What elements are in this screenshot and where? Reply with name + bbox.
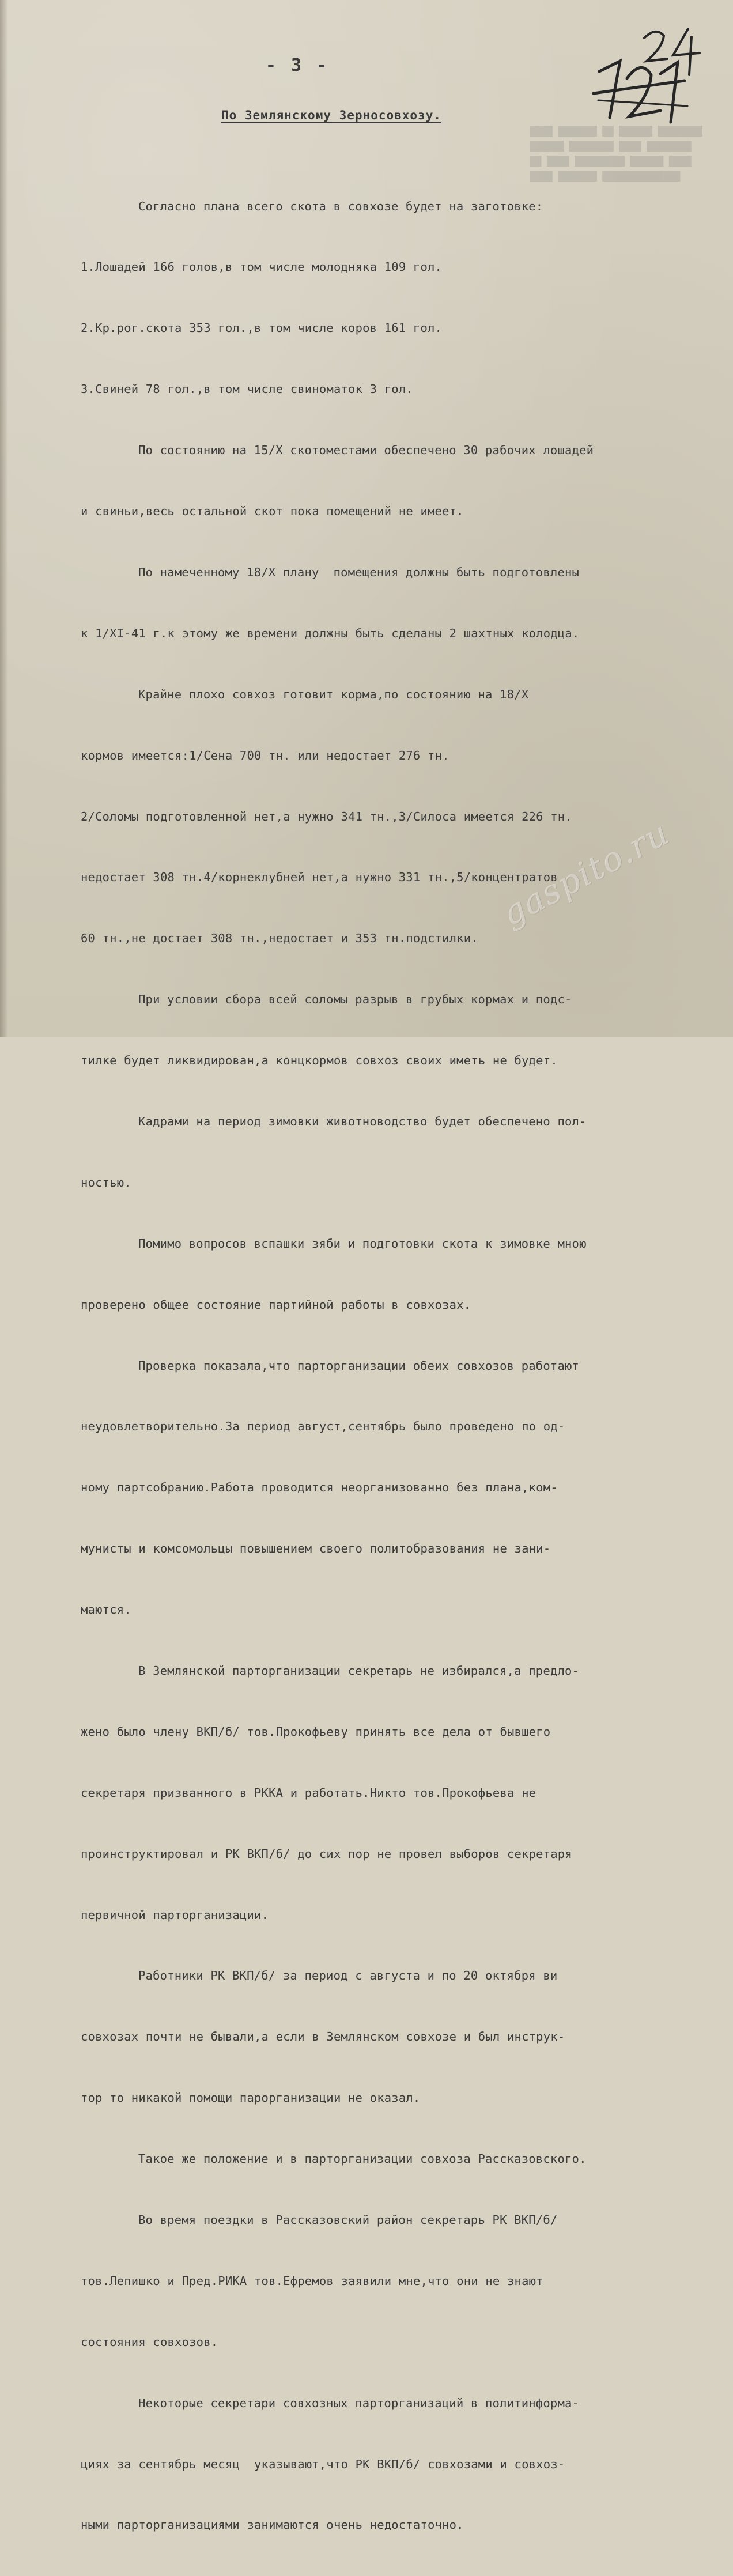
body-line: 2/Соломы подготовленной нет,а нужно 341 тн.,3/Силоса имеется 226 тн. [81, 809, 572, 824]
handwritten-folio-mark [587, 25, 713, 135]
body-line: ными парторганизациями занимаются очень недостаточно. [81, 2518, 464, 2532]
body-line: 1.Лошадей 166 голов,в том числе молодняка 109 гол. [81, 260, 443, 274]
body-line: мунисты и комсомольцы повышением своего политобразования не зани- [81, 1542, 551, 1556]
body-line: кормов имеется:1/Сена 700 тн. или недостает 276 тн. [81, 748, 449, 762]
archive-watermark: gaspito.ru [496, 813, 676, 934]
body-line: При условии сбора всей соломы разрыв в грубых кормах и подс- [138, 992, 572, 1007]
body-line: Кадрами на период зимовки животноводство будет обеспечено пол- [138, 1114, 587, 1128]
body-line: тов.Лепишко и Пред.РИКА тов.Ефремов заявили мне,что они не знают [81, 2273, 543, 2288]
body-line: первичной парторганизации. [81, 1908, 269, 1922]
body-line: Работники РК ВКП/б/ за период с августа и по 20 октября ви [138, 1969, 558, 1983]
page-number: - 3 - [265, 55, 330, 75]
body-line: Такое же положение и в парторганизации совхоза Рассказовского. [138, 2152, 587, 2166]
body-line: ностью. [81, 1175, 131, 1189]
body-line: проинструктировал и РК ВКП/б/ до сих пор не провел выборов секретаря [81, 1846, 572, 1861]
body-line: и свиньи,весь остальной скот пока помещений не имеет. [81, 504, 464, 519]
body-line: циях за сентябрь месяц указывают,что РК ВКП/б/ совхозами и совхоз- [81, 2457, 565, 2471]
archive-folio-number [587, 25, 713, 135]
body-line: неудовлетворительно.За период август,сентябрь было проведено по од- [81, 1419, 565, 1434]
body-line: тор то никакой помощи парорганизации не оказал. [81, 2091, 421, 2105]
document-title: По Землянскому Зерносовхозу. [221, 108, 441, 122]
bleed-through-text: ████ ███████ ██ ██████ ████████ ██████ ████████ ████ ████████ ██ ████ █████████ ██████ ████ ████ ███████ ██████████████ [530, 126, 702, 182]
body-line: Некоторые секретари совхозных парторганизаций в политинформа- [138, 2396, 580, 2410]
body-line: 2.Кр.рог.скота 353 гол.,в том числе коров 161 гол. [81, 321, 443, 335]
body-line: По намеченному 18/X плану помещения должны быть подготовлены [138, 565, 580, 579]
body-line: Проверка показала,что парторганизации обеих совхозов работают [138, 1358, 580, 1373]
body-line: совхозах почти не бывали,а если в Землянском совхозе и был инструк- [81, 2030, 565, 2044]
body-line: к 1/XI-41 г.к этому же времени должны быть сделаны 2 шахтных колодца. [81, 626, 580, 640]
body-line: 3.Свиней 78 гол.,в том числе свиноматок 3 гол. [81, 382, 413, 396]
body-line: Согласно плана всего скота в совхозе будет на заготовке: [138, 199, 543, 213]
body-line: тилке будет ликвидирован,а концкормов совхоз своих иметь не будет. [81, 1053, 558, 1068]
document-body [81, 156, 715, 2576]
page-edge-shadow [0, 0, 8, 1037]
body-line: секретаря призванного в РККА и работать.Никто тов.Прокофьева не [81, 1785, 536, 1800]
body-line: состояния совхозов. [81, 2335, 218, 2349]
body-line: недостает 308 тн.4/корнеклубней нет,а нужно 331 тн.,5/концентратов [81, 870, 558, 885]
body-line: проверено общее состояние партийной работы в совхозах. [81, 1297, 471, 1312]
body-line: жено было члену ВКП/б/ тов.Прокофьеву принять все дела от бывшего [81, 1724, 551, 1739]
body-line: В Землянской парторганизации секретарь не избирался,а предло- [138, 1663, 580, 1678]
body-line: Во время поездки в Рассказовский район секретарь РК ВКП/б/ [138, 2212, 558, 2227]
body-line: Помимо вопросов вспашки зяби и подготовки скота к зимовке мною [138, 1236, 587, 1251]
body-line: маются. [81, 1603, 131, 1617]
body-line: 60 тн.,не достает 308 тн.,недостает и 353 тн.подстилки. [81, 931, 478, 946]
body-line: ному партсобранию.Работа проводится неорганизованно без плана,ком- [81, 1480, 558, 1495]
body-line: По состоянию на 15/X скотоместами обеспечено 30 рабочих лошадей [138, 443, 594, 458]
body-line: Крайне плохо совхоз готовит корма,по состоянию на 18/X [138, 687, 529, 701]
